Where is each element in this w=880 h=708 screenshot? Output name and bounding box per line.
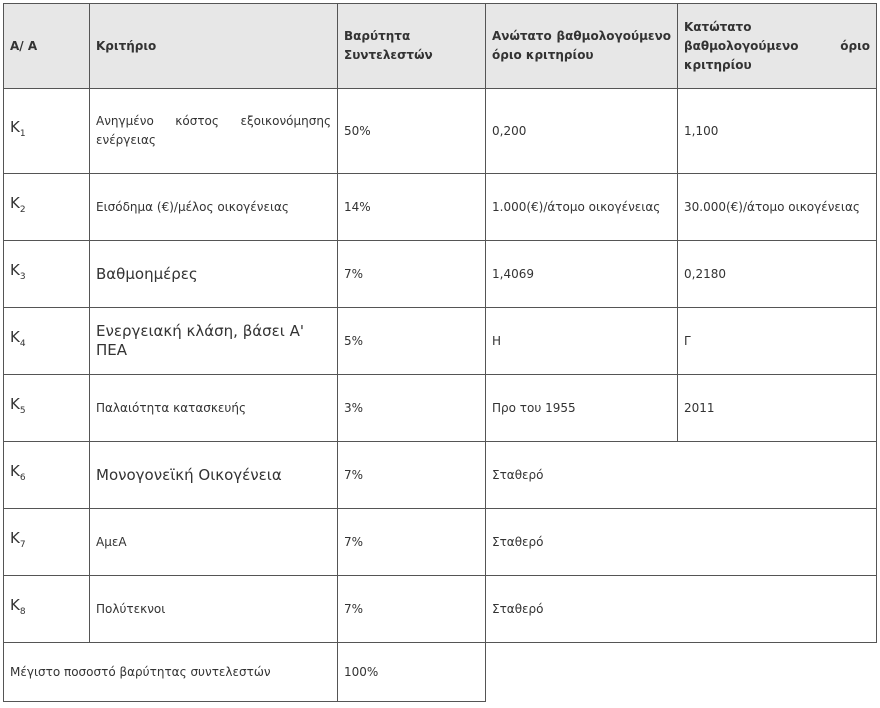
header-aa: Α/ Α: [4, 4, 90, 89]
header-row: [4, 4, 877, 89]
criterion-code: $K_5$: [4, 375, 90, 442]
criterion-max: Η: [486, 308, 678, 375]
criterion-weight: 7%: [338, 509, 486, 576]
criterion-weight: 7%: [338, 576, 486, 643]
footer-label: Μέγιστο ποσοστό βαρύτητας συντελεστών: [4, 643, 338, 702]
footer-value: 100%: [338, 643, 486, 702]
footer-row: [4, 643, 877, 702]
criterion-name: ΑμεΑ: [90, 509, 338, 576]
criterion-code: $K_7$: [4, 509, 90, 576]
table-row: [4, 308, 877, 375]
criterion-max: 0,200: [486, 89, 678, 174]
criterion-max: Προ του 1955: [486, 375, 678, 442]
criterion-weight: 7%: [338, 241, 486, 308]
table-row: [4, 509, 877, 576]
criterion-weight: 50%: [338, 89, 486, 174]
criterion-code: $K_3$: [4, 241, 90, 308]
criterion-name: Ενεργειακή κλάση, βάσει Α' ΠΕΑ: [90, 308, 338, 375]
criterion-max: 1.000(€)/άτομο οικογένειας: [486, 174, 678, 241]
criterion-weight: 7%: [338, 442, 486, 509]
criterion-weight: 3%: [338, 375, 486, 442]
table-row: [4, 576, 877, 643]
table-row: [4, 375, 877, 442]
criterion-fixed: Σταθερό: [486, 442, 877, 509]
criterion-name: Ανηγμένο κόστος εξοικονόμησης ενέργειας: [90, 89, 338, 174]
criterion-name: Εισόδημα (€)/μέλος οικογένειας: [90, 174, 338, 241]
criteria-table: [3, 3, 877, 702]
criterion-code: $K_4$: [4, 308, 90, 375]
criterion-weight: 5%: [338, 308, 486, 375]
criterion-name: Πολύτεκνοι: [90, 576, 338, 643]
criterion-code: $K_1$: [4, 89, 90, 174]
header-max: Ανώτατο βαθμολογούμενο όριο κριτηρίου: [486, 4, 678, 89]
criterion-code: $K_8$: [4, 576, 90, 643]
header-criterion: Κριτήριο: [90, 4, 338, 89]
header-min: Κατώτατο βαθμολογούμενο όριο κριτηρίου: [678, 4, 877, 89]
criterion-code: $K_6$: [4, 442, 90, 509]
criterion-min: 30.000(€)/άτομο οικογένειας: [678, 174, 877, 241]
criterion-name: Βαθμοημέρες: [90, 241, 338, 308]
table-row: [4, 89, 877, 174]
criterion-fixed: Σταθερό: [486, 509, 877, 576]
table-row: [4, 241, 877, 308]
header-weight: Βαρύτητα Συντελεστών: [338, 4, 486, 89]
criterion-max: 1,4069: [486, 241, 678, 308]
criterion-name: Παλαιότητα κατασκευής: [90, 375, 338, 442]
table-row: [4, 174, 877, 241]
criterion-name: Μονογονεϊκή Οικογένεια: [90, 442, 338, 509]
footer-blank: [486, 643, 877, 702]
criterion-min: 0,2180: [678, 241, 877, 308]
criterion-min: 1,100: [678, 89, 877, 174]
criterion-min: 2011: [678, 375, 877, 442]
criterion-min: Γ: [678, 308, 877, 375]
criterion-weight: 14%: [338, 174, 486, 241]
criterion-fixed: Σταθερό: [486, 576, 877, 643]
table-row: [4, 442, 877, 509]
criterion-code: $K_2$: [4, 174, 90, 241]
